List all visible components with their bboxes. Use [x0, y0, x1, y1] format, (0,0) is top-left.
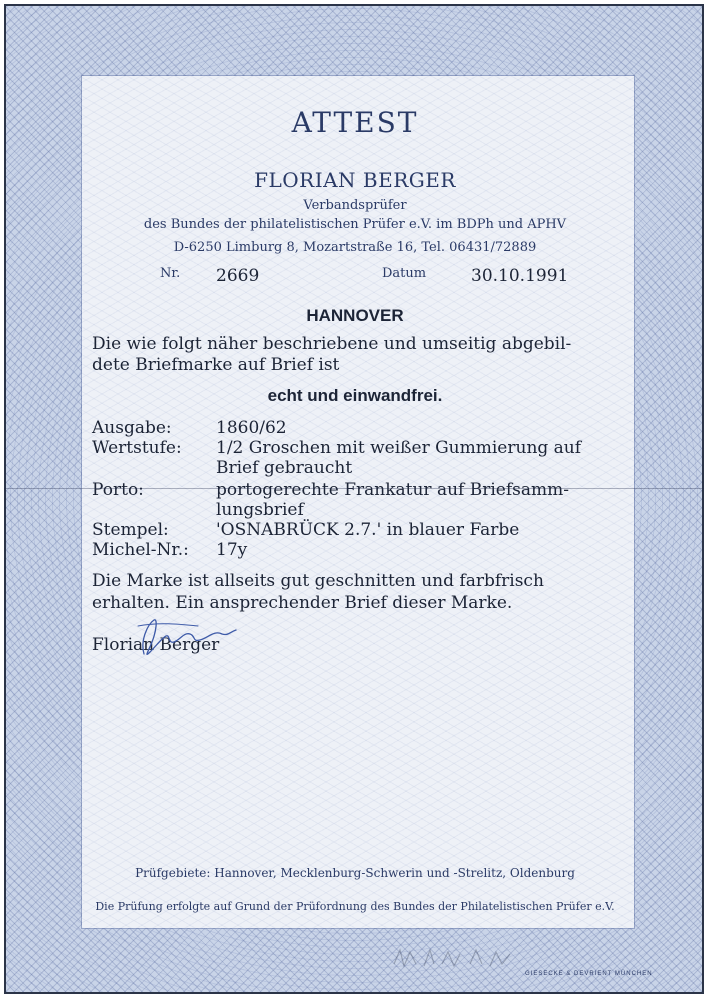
field-value-michel: 17y: [216, 540, 248, 560]
closing-line-2: erhalten. Ein ansprechender Brief dieser Marke.: [92, 593, 513, 613]
datum-value: 30.10.1991: [471, 266, 569, 286]
examiner-association: des Bundes der philatelistischen Prüfer e.V. im BDPh und APHV: [143, 217, 567, 232]
nr-label: Nr.: [160, 266, 181, 281]
verdict: echt und einwandfrei.: [267, 386, 443, 405]
field-value-stempel: 'OSNABRÜCK 2.7.' in blauer Farbe: [216, 520, 520, 540]
certificate-title: ATTEST: [291, 106, 419, 139]
examiner-name: FLORIAN BERGER: [254, 168, 456, 192]
legal-notice: Die Prüfung erfolgte auf Grund der Prüfordnung des Bundes der Philatelistischen Prüfer e.V.: [95, 900, 615, 913]
field-label-ausgabe: Ausgabe:: [92, 418, 172, 438]
handwritten-signature: [118, 612, 248, 662]
examination-areas: Prüfgebiete: Hannover, Mecklenburg-Schwerin und -Strelitz, Oldenburg: [135, 866, 575, 880]
intro-line-1: Die wie folgt näher beschriebene und umseitig abgebil-: [92, 334, 572, 354]
field-label-stempel: Stempel:: [92, 520, 169, 540]
printer-imprint: GIESECKE & DEVRIENT MÜNCHEN: [525, 971, 653, 977]
field-value-wertstufe-1: 1/2 Groschen mit weißer Gummierung auf: [216, 438, 582, 458]
field-label-porto: Porto:: [92, 480, 144, 500]
closing-line-1: Die Marke ist allseits gut geschnitten und farbfrisch: [92, 571, 544, 591]
intro-line-2: dete Briefmarke auf Brief ist: [92, 355, 340, 375]
signature-stroke-2: [138, 624, 198, 626]
field-value-porto-1: portogerechte Frankatur auf Briefsamm-: [216, 480, 569, 500]
pencil-stroke: [394, 950, 510, 966]
signature-name: Florian Berger: [92, 635, 220, 655]
nr-value: 2669: [216, 266, 260, 286]
fold-crease: [4, 488, 704, 489]
examiner-address: D-6250 Limburg 8, Mozartstraße 16, Tel. 06431/72889: [173, 240, 537, 255]
field-label-michel: Michel-Nr.:: [92, 540, 189, 560]
field-value-ausgabe: 1860/62: [216, 418, 287, 438]
field-value-porto-2: lungsbrief: [216, 500, 304, 520]
examiner-role: Verbandsprüfer: [303, 198, 407, 213]
field-label-wertstufe: Wertstufe:: [92, 438, 182, 458]
field-value-wertstufe-2: Brief gebraucht: [216, 458, 353, 478]
datum-label: Datum: [382, 266, 427, 281]
region-heading: HANNOVER: [306, 306, 404, 325]
pencil-marking: [390, 942, 520, 972]
